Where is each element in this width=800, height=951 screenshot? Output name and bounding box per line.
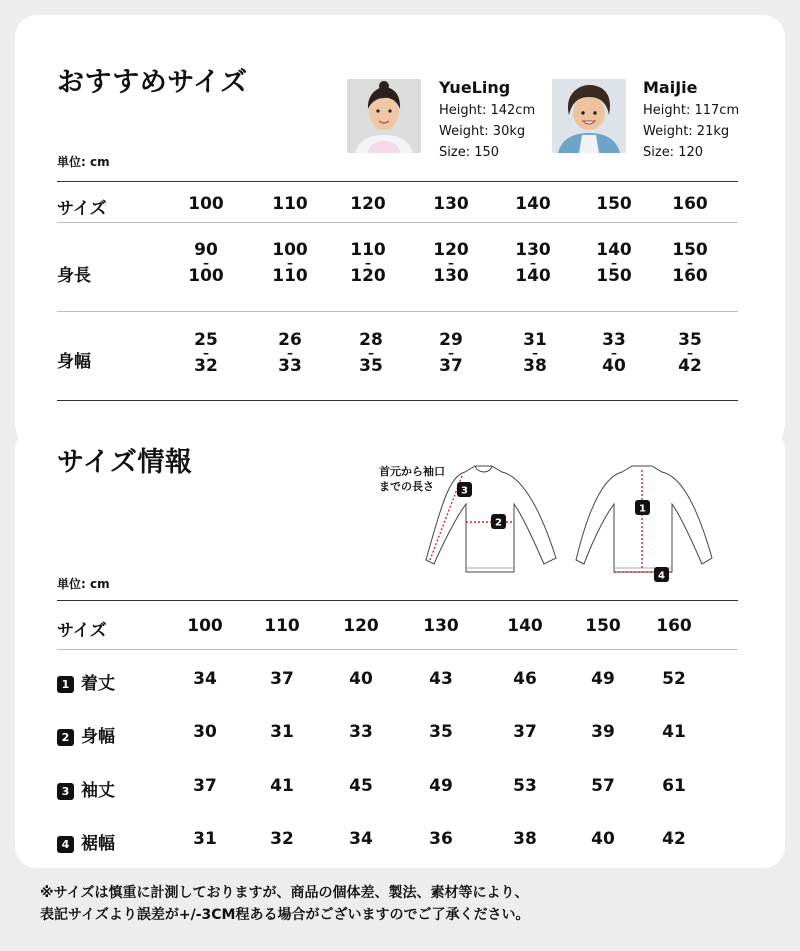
row-label-length	[57, 669, 115, 694]
range-dash: –	[203, 256, 209, 270]
model-weight: Weight: 21kg	[643, 124, 730, 139]
size-120: 120	[343, 616, 379, 636]
caption-line: 首元から袖口	[379, 465, 445, 478]
row-label-height: 身長	[57, 266, 91, 286]
range-dash: –	[611, 256, 617, 270]
range-min: 26	[278, 330, 302, 350]
range-cell	[495, 331, 575, 375]
range-dash: –	[532, 346, 538, 360]
range-cell	[574, 241, 654, 285]
svg-text:4: 4	[658, 570, 665, 582]
range-cell	[650, 241, 730, 285]
model-photo-maijie	[552, 79, 626, 153]
range-dash: –	[687, 346, 693, 360]
shirt-back-outline	[576, 466, 712, 572]
table-divider	[57, 222, 738, 223]
range-max: 42	[678, 356, 702, 376]
measure-cell: 34	[349, 829, 373, 849]
range-cell	[166, 241, 246, 285]
measure-cell: 53	[513, 776, 537, 796]
measure-cell: 35	[429, 722, 453, 742]
sizeinfo-unit: 単位: cm	[57, 577, 110, 591]
range-min: 29	[439, 330, 463, 350]
size-140: 140	[507, 616, 543, 636]
recommend-title: おすすめサイズ	[57, 67, 248, 98]
range-max: 160	[672, 266, 708, 286]
range-max: 35	[359, 356, 383, 376]
model-size: Size: 120	[643, 145, 704, 160]
range-dash: –	[368, 346, 374, 360]
size-140: 140	[515, 194, 551, 214]
measure-cell: 38	[513, 829, 537, 849]
measure-cell: 41	[662, 722, 686, 742]
measure-cell: 37	[193, 776, 217, 796]
row-label: 着丈	[81, 674, 115, 694]
range-max: 40	[602, 356, 626, 376]
model-height: Height: 117cm	[643, 103, 740, 118]
measure-cell: 57	[591, 776, 615, 796]
measure-cell: 31	[270, 722, 294, 742]
range-dash: –	[448, 346, 454, 360]
row-label: 身幅	[81, 727, 115, 747]
marker-3-icon	[457, 482, 472, 497]
model-name: MaiJie	[643, 78, 698, 97]
range-dash: –	[287, 346, 293, 360]
model-height: Height: 142cm	[439, 103, 536, 118]
range-cell	[250, 331, 330, 375]
disclaimer-note	[40, 882, 529, 926]
marker-3-icon: 3	[57, 783, 74, 800]
table-divider	[57, 600, 738, 601]
range-max: 130	[433, 266, 469, 286]
range-max: 140	[515, 266, 551, 286]
range-min: 28	[359, 330, 383, 350]
range-cell	[328, 241, 408, 285]
range-min: 140	[596, 240, 632, 260]
range-min: 35	[678, 330, 702, 350]
size-160: 160	[672, 194, 708, 214]
recommend-header-label: サイズ	[57, 199, 107, 219]
size-100: 100	[188, 194, 224, 214]
size-150: 150	[596, 194, 632, 214]
range-dash: –	[448, 256, 454, 270]
range-min: 100	[272, 240, 308, 260]
range-max: 110	[272, 266, 308, 286]
size-120: 120	[350, 194, 386, 214]
note-line: ※サイズは慎重に計測しておりますが、商品の個体差、製法、素材等により、	[40, 885, 529, 901]
range-max: 32	[194, 356, 218, 376]
range-min: 31	[523, 330, 547, 350]
measure-cell: 36	[429, 829, 453, 849]
sizeinfo-header-label: サイズ	[57, 621, 107, 641]
recommend-unit: 単位: cm	[57, 155, 110, 169]
measure-cell: 40	[349, 669, 373, 689]
range-min: 90	[194, 240, 218, 260]
model-info-yueling	[439, 78, 535, 163]
measure-cell: 45	[349, 776, 373, 796]
caption-line: までの長さ	[379, 480, 434, 493]
measure-cell: 34	[193, 669, 217, 689]
range-max: 100	[188, 266, 224, 286]
measure-cell: 33	[349, 722, 373, 742]
model-weight: Weight: 30kg	[439, 124, 526, 139]
svg-text:3: 3	[461, 485, 468, 497]
note-line: 表記サイズより誤差が+/-3CM程ある場合がございますのでご了承ください。	[40, 907, 530, 923]
table-divider	[57, 181, 738, 182]
size-100: 100	[187, 616, 223, 636]
range-dash: –	[530, 256, 536, 270]
measure-cell: 52	[662, 669, 686, 689]
measure-cell: 37	[513, 722, 537, 742]
range-cell	[411, 331, 491, 375]
marker-2-icon	[491, 514, 506, 529]
measure-cell: 61	[662, 776, 686, 796]
size-160: 160	[656, 616, 692, 636]
measure-cell: 49	[429, 776, 453, 796]
range-max: 150	[596, 266, 632, 286]
range-max: 37	[439, 356, 463, 376]
row-label-width: 身幅	[57, 352, 91, 372]
range-cell	[574, 331, 654, 375]
row-label-hem	[57, 829, 115, 854]
range-cell	[250, 241, 330, 285]
measure-cell: 43	[429, 669, 453, 689]
range-dash: –	[365, 256, 371, 270]
size-110: 110	[272, 194, 308, 214]
range-min: 25	[194, 330, 218, 350]
range-min: 150	[672, 240, 708, 260]
marker-2-icon: 2	[57, 729, 74, 746]
measure-cell: 39	[591, 722, 615, 742]
row-label-width	[57, 722, 115, 747]
row-label: 裾幅	[81, 834, 115, 854]
measure-cell: 37	[270, 669, 294, 689]
range-dash: –	[287, 256, 293, 270]
sizeinfo-title: サイズ情報	[57, 447, 193, 478]
model-size: Size: 150	[439, 145, 500, 160]
range-max: 38	[523, 356, 547, 376]
measure-cell: 31	[193, 829, 217, 849]
marker-1-icon	[635, 500, 650, 515]
measure-cell: 30	[193, 722, 217, 742]
row-label-sleeve	[57, 776, 115, 801]
measure-cell: 32	[270, 829, 294, 849]
measure-cell: 41	[270, 776, 294, 796]
size-150: 150	[585, 616, 621, 636]
marker-4-icon	[654, 567, 669, 582]
range-min: 120	[433, 240, 469, 260]
table-divider	[57, 400, 738, 401]
model-info-maijie	[643, 78, 739, 163]
range-dash: –	[203, 346, 209, 360]
range-cell	[650, 331, 730, 375]
svg-text:1: 1	[639, 503, 646, 515]
svg-text:2: 2	[495, 517, 502, 529]
model-photo-yueling	[347, 79, 421, 153]
range-min: 33	[602, 330, 626, 350]
measure-cell: 49	[591, 669, 615, 689]
range-cell	[411, 241, 491, 285]
table-divider	[57, 311, 738, 312]
size-110: 110	[264, 616, 300, 636]
marker-1-icon: 1	[57, 676, 74, 693]
garment-diagram	[420, 462, 720, 587]
measure-cell: 46	[513, 669, 537, 689]
row-label: 袖丈	[81, 781, 115, 801]
range-max: 33	[278, 356, 302, 376]
range-max: 120	[350, 266, 386, 286]
range-min: 130	[515, 240, 551, 260]
size-130: 130	[423, 616, 459, 636]
table-divider	[57, 649, 738, 650]
range-dash: –	[611, 346, 617, 360]
measure-cell: 42	[662, 829, 686, 849]
range-cell	[331, 331, 411, 375]
range-dash: –	[687, 256, 693, 270]
model-name: YueLing	[439, 78, 511, 97]
marker-4-icon: 4	[57, 836, 74, 853]
range-cell	[493, 241, 573, 285]
range-min: 110	[350, 240, 386, 260]
range-cell	[166, 331, 246, 375]
size-130: 130	[433, 194, 469, 214]
measure-cell: 40	[591, 829, 615, 849]
